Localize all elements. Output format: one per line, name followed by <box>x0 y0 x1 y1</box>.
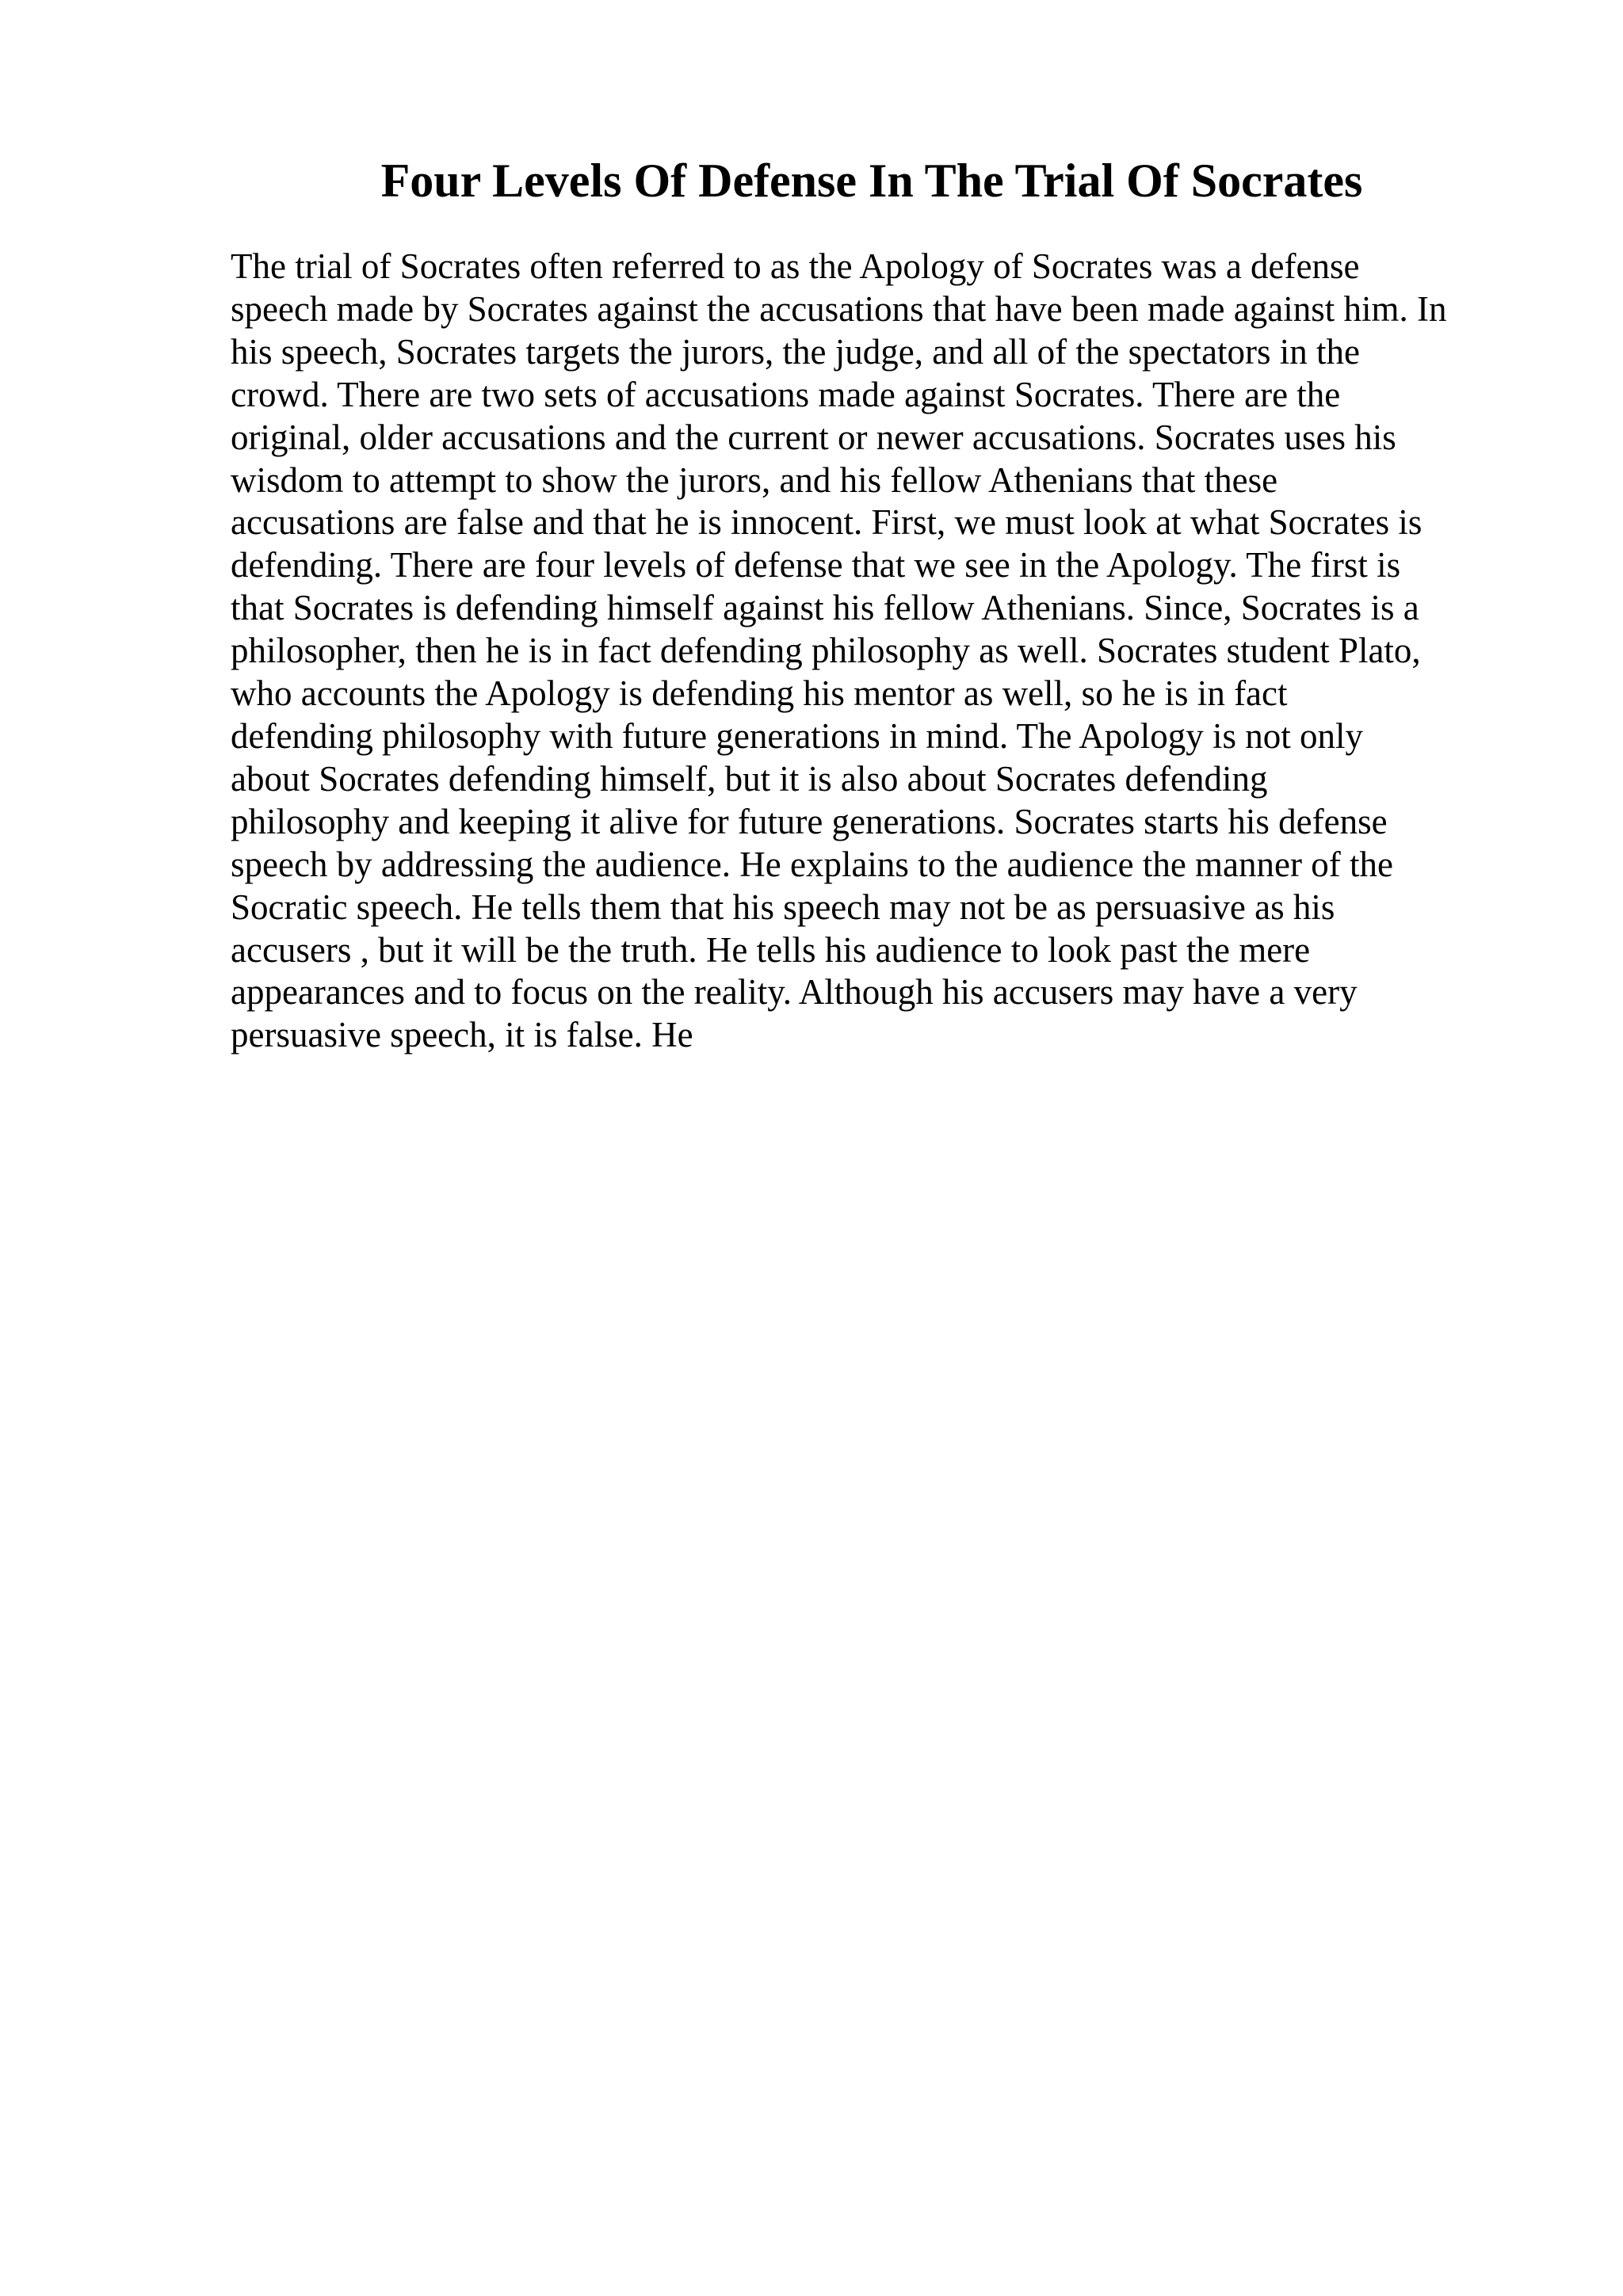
body-line: who accounts the Apology is defending his mentor as well, so he is in fact <box>231 673 1288 714</box>
document-body <box>231 246 1499 1057</box>
body-line: original, older accusations and the current or newer accusations. Socrates uses his <box>231 417 1396 457</box>
body-line: The trial of Socrates often referred to as the Apology of Socrates was a defense <box>231 246 1360 286</box>
body-line: his speech, Socrates targets the jurors, the judge, and all of the spectators in the <box>231 331 1361 372</box>
body-line: philosophy and keeping it alive for future generations. Socrates starts his defense <box>231 801 1388 841</box>
body-line: defending philosophy with future generations in mind. The Apology is not only <box>231 715 1364 756</box>
body-line: wisdom to attempt to show the jurors, and his fellow Athenians that these <box>231 460 1278 500</box>
body-line: that Socrates is defending himself against his fellow Athenians. Since, Socrates is a <box>231 588 1419 628</box>
body-line: accusers , but it will be the truth. He tells his audience to look past the mere <box>231 929 1311 970</box>
body-line: defending. There are four levels of defense that we see in the Apology. The first is <box>231 545 1401 585</box>
body-line: accusations are false and that he is innocent. First, we must look at what Socrates is <box>231 502 1423 543</box>
body-line: crowd. There are two sets of accusations made against Socrates. There are the <box>231 374 1341 414</box>
body-line: philosopher, then he is in fact defending philosophy as well. Socrates student Plato, <box>231 631 1421 671</box>
body-line: speech made by Socrates against the accusations that have been made against him. In <box>231 288 1447 329</box>
body-line: speech by addressing the audience. He explains to the audience the manner of the <box>231 844 1393 884</box>
body-line: Socratic speech. He tells them that his speech may not be as persuasive as his <box>231 887 1335 927</box>
body-line: persuasive speech, it is false. He <box>231 1015 693 1055</box>
body-line: about Socrates defending himself, but it is also about Socrates defending <box>231 758 1268 799</box>
body-line: appearances and to focus on the reality. Although his accusers may have a very <box>231 972 1358 1013</box>
document-title: Four Levels Of Defense In The Trial Of Socrates <box>380 154 1363 207</box>
